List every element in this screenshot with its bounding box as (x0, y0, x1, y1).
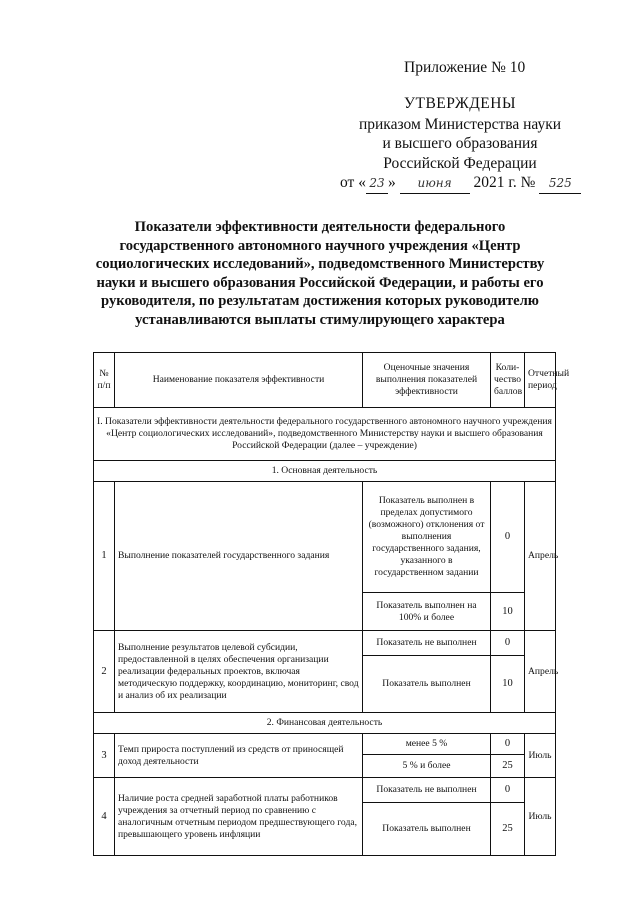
section-row (94, 408, 556, 461)
points-cell: 0 (491, 734, 525, 755)
indicator-name: Выполнение показателей государственного задания (115, 482, 363, 631)
date-month: июня (400, 174, 470, 194)
header-number: № п/п (94, 353, 115, 408)
order-number: 525 (539, 174, 581, 194)
header-period: Отчетный период (525, 353, 556, 408)
points-cell: 10 (491, 656, 525, 713)
indicator-name: Выполнение результатов целевой субсидии, предоставленной в целях обеспечения организации реализации федеральных проектов, включая методическую поддержку, координацию, мониторинг, свод и анализ об их реализации (115, 631, 363, 713)
points-cell: 25 (491, 755, 525, 778)
annex-number: Приложение № 10 (404, 59, 526, 76)
header-estimate: Оценочные значения выполнения показателей эффективности (363, 353, 491, 408)
points-cell: 0 (491, 631, 525, 656)
date-prefix: от « (340, 174, 366, 191)
row-number: 4 (94, 778, 115, 856)
indicators-table (93, 352, 570, 856)
period-cell: Апрель (525, 482, 556, 631)
points-cell: 0 (491, 482, 525, 593)
approval-line-education: и высшего образования (382, 135, 538, 152)
table-row (94, 631, 556, 656)
points-cell: 25 (491, 803, 525, 856)
row-number: 3 (94, 734, 115, 778)
estimate-cell: Показатель выполнен в пределах допустимого (возможного) отклонения от выполнения государственного задания, указанного в государственном задании (363, 482, 491, 593)
approval-line-federation: Российской Федерации (383, 155, 537, 172)
estimate-cell: Показатель не выполнен (363, 778, 491, 803)
table-row (94, 734, 556, 755)
period-cell: Июль (525, 734, 556, 778)
approved-heading: УТВЕРЖДЕНЫ (404, 95, 516, 112)
estimate-cell: Показатель выполнен (363, 656, 491, 713)
document-title: Показатели эффективности деятельности федерального государственного автономного научного учреждения «Центр социологических исследований», подведомственного Министерству науки и высшего образования Российской Федерации, и работы его руководителя, по результатам достижения которых руководителю устанавливаются выплаты стимулирующего характера (95, 219, 545, 328)
points-cell: 0 (491, 778, 525, 803)
date-mid: » (387, 174, 396, 191)
estimate-cell: менее 5 % (363, 734, 491, 755)
estimate-cell: Показатель выполнен (363, 803, 491, 856)
estimate-cell: Показатель не выполнен (363, 631, 491, 656)
subsection-financial-activity: 2. Финансовая деятельность (94, 713, 556, 734)
estimate-cell: 5 % и более (363, 755, 491, 778)
row-number: 2 (94, 631, 115, 713)
table-row (94, 778, 556, 803)
subsection-main-activity: 1. Основная деятельность (94, 461, 556, 482)
section-heading: I. Показатели эффективности деятельности федерального государственного автономного научного учреждения «Центр социологических исследований», подведомственного Министерству науки и высшего образования Российской Федерации (далее – учреждение) (94, 408, 556, 461)
table-row (94, 482, 556, 593)
date-year: 2021 г. № (473, 174, 536, 191)
indicator-name: Темп прироста поступлений из средств от приносящей доход деятельности (115, 734, 363, 778)
header-points: Коли-чество баллов (491, 353, 525, 408)
approval-line-ministry: приказом Министерства науки (358, 116, 562, 133)
estimate-cell: Показатель выполнен на 100% и более (363, 593, 491, 631)
approval-date-line (340, 173, 581, 194)
date-day: 23 (366, 174, 388, 194)
header-indicator-name: Наименование показателя эффективности (115, 353, 363, 408)
indicator-name: Наличие роста средней заработной платы работников учреждения за отчетный период по сравнению с аналогичным отчетным периодом предшествующего года, превышающего уровень инфляции (115, 778, 363, 856)
subsection-row (94, 713, 556, 734)
points-cell: 10 (491, 593, 525, 631)
row-number: 1 (94, 482, 115, 631)
period-cell: Июль (525, 778, 556, 856)
period-cell: Апрель (525, 631, 556, 713)
table-header-row (94, 353, 556, 408)
subsection-row (94, 461, 556, 482)
